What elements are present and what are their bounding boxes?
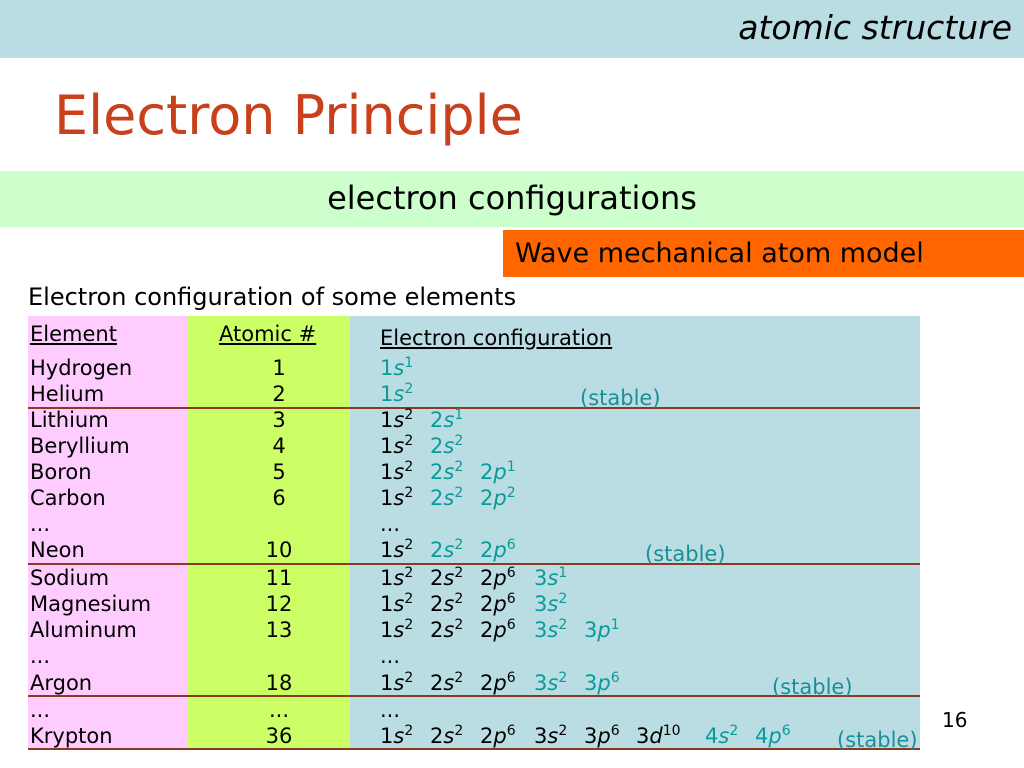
element-name: ... <box>30 644 51 668</box>
orbital-term: $2p^6$ <box>480 591 516 616</box>
orbital-term: ... <box>380 644 401 668</box>
orbital-term: $2s^2$ <box>430 459 464 484</box>
stable-note: (stable) <box>837 728 918 752</box>
topic-label: atomic structure <box>738 8 1012 47</box>
element-name: Neon <box>30 538 85 562</box>
orbital-term: $1s^2$ <box>380 407 414 432</box>
orbital-term: $4p^6$ <box>755 723 791 748</box>
orbital-term: $3s^1$ <box>534 565 568 590</box>
element-name: Sodium <box>30 566 110 590</box>
orbital-term: ... <box>380 698 401 722</box>
orbital-term: $1s^2$ <box>380 459 414 484</box>
atomic-number: 3 <box>272 408 286 432</box>
atomic-number: 2 <box>272 382 286 406</box>
orbital-term: $1s^2$ <box>380 537 414 562</box>
element-name: Lithium <box>30 408 109 432</box>
orbital-term: $2s^2$ <box>430 617 464 642</box>
orbital-term: $3p^6$ <box>584 723 620 748</box>
orbital-term: $2p^2$ <box>480 485 516 510</box>
orbital-term: $2s^2$ <box>430 723 464 748</box>
atomic-number: 13 <box>265 618 293 642</box>
header-band <box>0 0 1024 58</box>
element-name: Helium <box>30 382 105 406</box>
orbital-term: $2s^2$ <box>430 485 464 510</box>
element-name: Magnesium <box>30 592 152 616</box>
table-caption: Electron configuration of some elements <box>28 283 517 311</box>
orbital-term: $3s^2$ <box>534 723 568 748</box>
slide-title: Electron Principle <box>54 84 523 147</box>
orbital-term: $2s^2$ <box>430 537 464 562</box>
orbital-term: $1s^2$ <box>380 381 414 406</box>
stable-note: (stable) <box>580 386 661 410</box>
orbital-term: $2p^6$ <box>480 670 516 695</box>
orbital-term: ... <box>380 512 401 536</box>
orbital-term: $2s^1$ <box>430 407 464 432</box>
orbital-term: $2p^1$ <box>480 459 516 484</box>
subtitle-band <box>0 171 1024 227</box>
orbital-term: $2s^2$ <box>430 433 464 458</box>
group-divider <box>28 407 920 409</box>
atomic-number: 18 <box>265 671 293 695</box>
atomic-number: 6 <box>272 486 286 510</box>
page-number: 16 <box>942 708 968 732</box>
orbital-term: $2p^6$ <box>480 565 516 590</box>
atomic-number: 10 <box>265 538 293 562</box>
orbital-term: $3p^6$ <box>584 670 620 695</box>
atomic-number: 4 <box>272 434 286 458</box>
atomic-number: 11 <box>265 566 293 590</box>
element-name: Aluminum <box>30 618 137 642</box>
stable-note: (stable) <box>645 542 726 566</box>
orbital-term: $1s^2$ <box>380 617 414 642</box>
orbital-term: $3p^1$ <box>584 617 620 642</box>
orbital-term: $1s^2$ <box>380 485 414 510</box>
group-divider <box>28 563 920 565</box>
atomic-number: 12 <box>265 592 293 616</box>
orbital-term: $3d^{10}$ <box>636 723 681 748</box>
orbital-term: $3s^2$ <box>534 617 568 642</box>
orbital-term: $1s^2$ <box>380 591 414 616</box>
element-name: Argon <box>30 671 93 695</box>
orbital-term: $1s^1$ <box>380 355 414 380</box>
subtitle: electron configurations <box>327 179 697 217</box>
element-name: Boron <box>30 460 92 484</box>
orbital-term: $2s^2$ <box>430 591 464 616</box>
orbital-term: $3s^2$ <box>534 670 568 695</box>
orbital-term: $1s^2$ <box>380 670 414 695</box>
atomic-number: ... <box>268 698 290 722</box>
orbital-term: $2s^2$ <box>430 670 464 695</box>
orbital-term: $4s^2$ <box>705 723 739 748</box>
element-name: ... <box>30 512 51 536</box>
orbital-term: $2p^6$ <box>480 537 516 562</box>
orbital-term: $1s^2$ <box>380 565 414 590</box>
orbital-term: $1s^2$ <box>380 723 414 748</box>
orbital-term: $1s^2$ <box>380 433 414 458</box>
section-tag: Wave mechanical atom model <box>503 230 1024 277</box>
orbital-term: $2s^2$ <box>430 565 464 590</box>
atomic-number: 5 <box>272 460 286 484</box>
header-element: Element <box>30 322 117 346</box>
element-name: Beryllium <box>30 434 130 458</box>
orbital-term: $2p^6$ <box>480 617 516 642</box>
element-name: Hydrogen <box>30 356 133 380</box>
orbital-term: $2p^6$ <box>480 723 516 748</box>
element-name: Krypton <box>30 724 113 748</box>
stable-note: (stable) <box>772 675 853 699</box>
element-name: Carbon <box>30 486 106 510</box>
element-name: ... <box>30 698 51 722</box>
orbital-term: $3s^2$ <box>534 591 568 616</box>
atomic-number: 1 <box>272 356 286 380</box>
atomic-number: 36 <box>265 724 293 748</box>
header-config: Electron configuration <box>380 326 613 350</box>
header-atomic: Atomic # <box>219 322 317 346</box>
